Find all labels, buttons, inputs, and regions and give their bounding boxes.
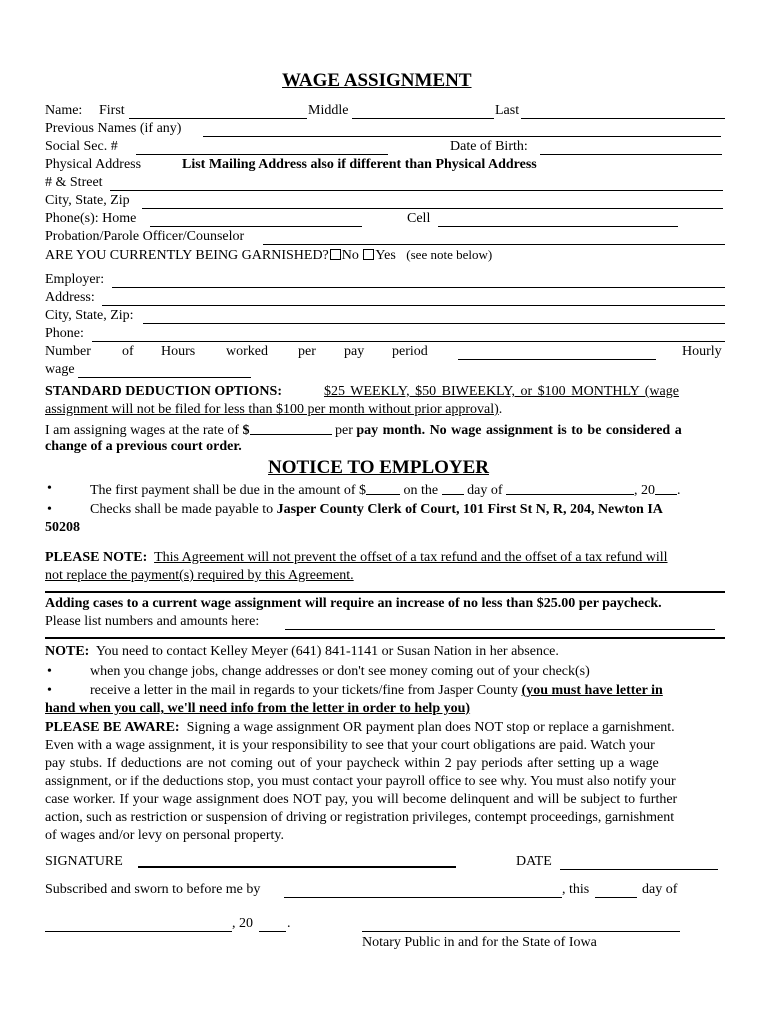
employer-city-state-zip-line <box>143 323 725 324</box>
note-label: NOTE: <box>45 644 90 659</box>
aware-line-6: action, such as restriction or suspension of driving or registration privileges, contempt proceedings, garnishment <box>45 810 675 825</box>
note-bullet-2 <box>90 683 663 699</box>
first-name-line <box>129 118 307 119</box>
first-payment-day-blank[interactable] <box>442 481 464 495</box>
employer-address-line <box>102 305 725 306</box>
employer-address-field[interactable] <box>103 290 724 304</box>
physical-address-label: Physical Address <box>45 157 142 172</box>
no-label: No <box>341 248 359 263</box>
hours-word-4: worked <box>226 344 268 359</box>
deduction-line-1 <box>45 384 282 400</box>
employer-address-label: Address: <box>45 290 95 305</box>
first-payment-month-blank[interactable] <box>506 481 634 495</box>
home-phone-line <box>150 226 362 227</box>
last-name-line <box>521 118 725 119</box>
please-note-line-1 <box>45 550 668 566</box>
first-name-label: First <box>99 103 125 118</box>
assign-bold-text: pay month. No wage assignment is to be considered a <box>356 423 682 438</box>
signature-line <box>138 866 456 868</box>
this-label: , this <box>562 882 590 897</box>
aware-line-3: pay stubs. If deductions are not coming out of your paycheck within 2 pay periods after setting up a wage <box>45 756 659 771</box>
social-security-label: Social Sec. # <box>45 139 118 154</box>
please-note-line-2: not replace the payment(s) required by this Agreement. <box>45 568 354 583</box>
hours-word-6: pay <box>344 344 365 359</box>
section-divider <box>45 591 725 593</box>
last-name-field[interactable] <box>522 103 724 117</box>
clerk-zip: 50208 <box>45 520 80 535</box>
home-phone-label: Phone(s): Home <box>45 211 137 226</box>
hours-word-3: Hours <box>161 344 196 359</box>
mailing-address-note: List Mailing Address also if different than Physical Address <box>182 157 537 172</box>
middle-name-line <box>352 118 494 119</box>
first-payment-text: The first payment shall be due in the amount of $ <box>90 483 367 498</box>
cell-phone-label: Cell <box>407 211 431 226</box>
note-bullet-2-bold: (you must have letter in <box>521 683 663 698</box>
note-line <box>45 644 559 660</box>
day-of-text: day of <box>463 483 507 498</box>
sworn-month-field[interactable] <box>46 916 231 930</box>
date-line <box>560 869 718 870</box>
hours-worked-field[interactable] <box>459 344 655 358</box>
hours-worked-line <box>458 359 656 360</box>
home-phone-field[interactable] <box>151 211 361 225</box>
bullet-dot: • <box>47 664 52 679</box>
checks-payable-line <box>90 502 663 518</box>
hourly-label: Hourly <box>682 344 722 359</box>
list-numbers-label: Please list numbers and amounts here: <box>45 614 260 629</box>
bullet-dot: • <box>47 481 52 496</box>
social-security-line <box>136 154 388 155</box>
sworn-month-line <box>45 931 232 932</box>
garnished-question-text: ARE YOU CURRENTLY BEING GARNISHED? <box>45 248 329 263</box>
list-numbers-field[interactable] <box>286 614 714 628</box>
street-field[interactable] <box>111 175 722 189</box>
on-the-text: on the <box>400 483 442 498</box>
page-title: WAGE ASSIGNMENT <box>282 70 472 91</box>
aware-line-5: case worker. If your wage assignment does NOT pay, you will become delinquent and will be subject to further <box>45 792 678 807</box>
assign-rate-line-2: change of a previous court order. <box>45 439 242 454</box>
note-bullet-1: when you change jobs, change addresses or don't see money coming out of your check(s) <box>90 664 590 679</box>
garnished-question <box>45 247 492 264</box>
sworn-label: Subscribed and sworn to before me by <box>45 882 261 897</box>
see-note-text: (see note below) <box>406 247 493 262</box>
notary-label: Notary Public in and for the State of Iowa <box>362 935 597 950</box>
assign-per: per <box>331 423 357 438</box>
adding-cases-text: Adding cases to a current wage assignment will require an increase of no less than $25.00 per paycheck. <box>45 596 662 611</box>
city-state-zip-line <box>142 208 723 209</box>
probation-officer-line <box>263 244 725 245</box>
employer-phone-line <box>92 341 725 342</box>
aware-line-4: assignment, or if the deductions stop, you must contact your payroll office to see why. You must also notify your <box>45 774 676 789</box>
date-field[interactable] <box>561 854 717 868</box>
deduction-options-period: . <box>498 402 503 417</box>
checks-payable-text: Checks shall be made payable to <box>90 502 277 517</box>
bullet-dot: • <box>47 683 52 698</box>
assign-rate-blank[interactable] <box>250 421 332 435</box>
cell-phone-field[interactable] <box>439 211 677 225</box>
aware-text-1: Signing a wage assignment OR payment plan does NOT stop or replace a garnishment. <box>186 720 675 735</box>
date-of-birth-line <box>540 154 722 155</box>
city-state-zip-field[interactable] <box>143 193 722 207</box>
note-bullet-2-text: receive a letter in the mail in regards to your tickets/fine from Jasper County <box>90 683 522 698</box>
aware-line-1 <box>45 720 675 736</box>
hourly-wage-field[interactable] <box>79 362 250 376</box>
assign-prefix: I am assigning wages at the rate of <box>45 423 243 438</box>
name-label: Name: <box>45 103 83 118</box>
deduction-options-text-2: assignment will not be filed for less than $100 per month without prior approval) <box>45 402 499 417</box>
previous-names-field[interactable] <box>204 121 720 135</box>
previous-names-line <box>203 136 721 137</box>
middle-name-field[interactable] <box>353 103 493 117</box>
employer-phone-field[interactable] <box>93 326 724 340</box>
hours-word-5: per <box>298 344 316 359</box>
hours-word-1: Number <box>45 344 91 359</box>
year-prefix-label: , 20 <box>232 916 253 931</box>
aware-line-7: of wages and/or levy on personal property. <box>45 828 284 843</box>
please-note-text-1: This Agreement will not prevent the offset of a tax refund and the offset of a tax refund will <box>154 550 668 565</box>
hourly-wage-line <box>78 377 251 378</box>
sworn-year-line <box>259 931 286 932</box>
employer-phone-label: Phone: <box>45 326 84 341</box>
deduction-options-line-1: $25 WEEKLY, $50 BIWEEKLY, or $100 MONTHLY (wage <box>324 384 679 399</box>
notice-heading: NOTICE TO EMPLOYER <box>268 457 490 478</box>
aware-line-2: Even with a wage assignment, it is your responsibility to see that your court obligations are paid. Watch your <box>45 738 655 753</box>
first-payment-year-blank[interactable] <box>655 481 677 495</box>
date-of-birth-label: Date of Birth: <box>450 139 528 154</box>
employer-city-state-zip-field[interactable] <box>144 308 724 322</box>
employer-city-state-zip-label: City, State, Zip: <box>45 308 134 323</box>
year-prefix-text: , 20 <box>634 483 656 498</box>
first-payment-amount-blank[interactable] <box>366 481 400 495</box>
sworn-by-line <box>284 897 562 898</box>
day-of-label: day of <box>642 882 678 897</box>
date-of-birth-field[interactable] <box>541 139 721 153</box>
note-bullet-2-line-2: hand when you call, we'll need info from the letter in order to help you) <box>45 701 471 716</box>
sworn-by-field[interactable] <box>285 882 561 896</box>
probation-officer-field[interactable] <box>264 229 724 243</box>
last-name-label: Last <box>495 103 520 118</box>
assign-rate-line <box>45 421 682 439</box>
sworn-year-field[interactable] <box>260 916 285 930</box>
city-state-zip-label: City, State, Zip <box>45 193 130 208</box>
signature-label: SIGNATURE <box>45 854 123 869</box>
employer-label: Employer: <box>45 272 105 287</box>
note-text: You need to contact Kelley Meyer (641) 841-1141 or Susan Nation in her absence. <box>95 644 559 659</box>
probation-officer-label: Probation/Parole Officer/Counselor <box>45 229 245 244</box>
notary-signature-field[interactable] <box>363 916 679 930</box>
assign-dollar: $ <box>242 423 250 438</box>
wage-label: wage <box>45 362 75 377</box>
signature-field[interactable] <box>139 851 455 865</box>
date-label: DATE <box>516 854 552 869</box>
employer-line <box>112 287 725 288</box>
aware-label: PLEASE BE AWARE: <box>45 720 180 735</box>
notary-signature-line <box>362 931 680 932</box>
clerk-address: Jasper County Clerk of Court, 101 First St N, R, 204, Newton IA <box>276 502 663 517</box>
sworn-day-field[interactable] <box>596 882 636 896</box>
period-text: . <box>677 483 681 498</box>
please-note-label: PLEASE NOTE: <box>45 550 148 565</box>
sworn-day-line <box>595 897 637 898</box>
employer-field[interactable] <box>113 272 724 286</box>
street-label: # & Street <box>45 175 103 190</box>
year-period-label: . <box>287 916 291 931</box>
street-line <box>110 190 723 191</box>
section-divider <box>45 637 725 639</box>
deduction-options-line-2 <box>45 402 502 418</box>
yes-label: Yes <box>375 248 396 263</box>
cell-phone-line <box>438 226 678 227</box>
yes-checkbox[interactable] <box>363 249 374 260</box>
first-payment-line <box>90 481 681 499</box>
bullet-dot: • <box>47 502 52 517</box>
deduction-heading: STANDARD DEDUCTION OPTIONS: <box>45 384 282 399</box>
previous-names-label: Previous Names (if any) <box>45 121 182 136</box>
hours-word-7: period <box>392 344 428 359</box>
list-numbers-line <box>285 629 715 630</box>
middle-name-label: Middle <box>308 103 349 118</box>
social-security-field[interactable] <box>137 139 387 153</box>
no-checkbox[interactable] <box>330 249 341 260</box>
hours-word-2: of <box>122 344 134 359</box>
first-name-field[interactable] <box>130 103 306 117</box>
